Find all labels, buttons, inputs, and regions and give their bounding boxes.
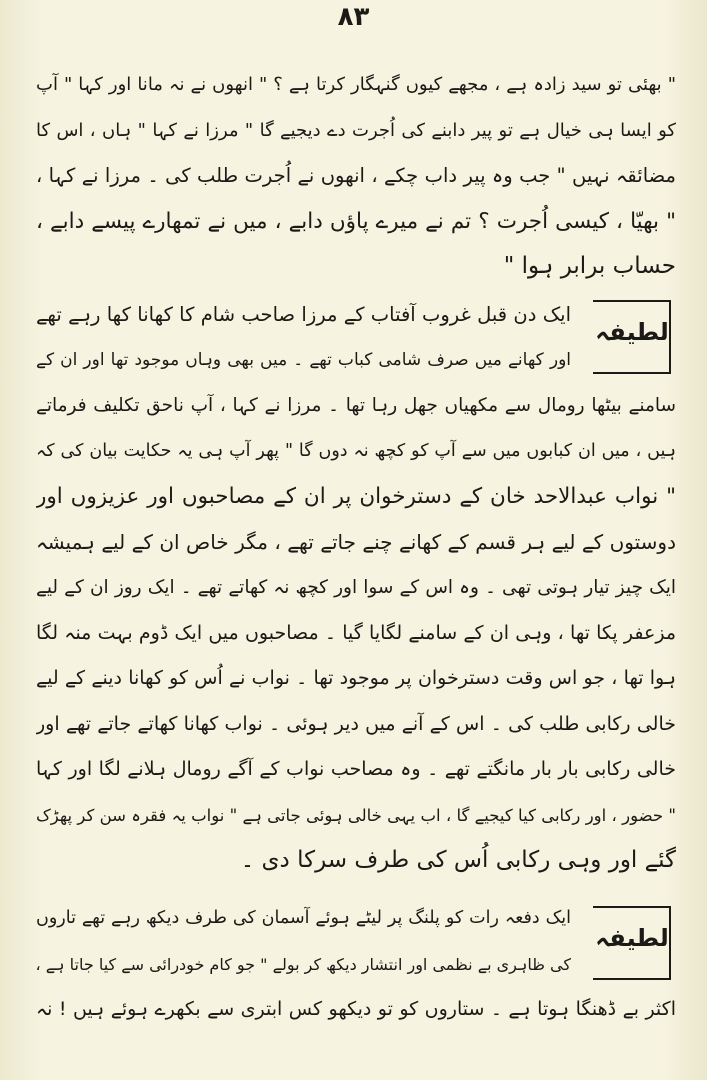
text-line: " بھئی تو سید زادہ ہے ، مجھے کیوں گنہگار کرتا ہے ؟ " انھوں نے نہ مانا اور کہا " آپ — [36, 74, 676, 95]
section-label: لطیفہ — [595, 924, 669, 952]
text-line: اکثر بے ڈھنگا ہوتا ہے ۔ ستاروں کو تو دیکھو کس ابتری سے بکھرے ہوئے ہیں ! نہ — [36, 998, 676, 1020]
text-line: ایک دن قبل غروب آفتاب کے مرزا صاحب شام کا کھانا کھا رہے تھے — [36, 303, 571, 326]
anecdote-1 — [36, 292, 676, 884]
text-line: کی ظاہری بے نظمی اور انتشار دیکھ کر بولے " جو کام خودرائی سے کیا جاتا ہے ، — [36, 954, 571, 974]
text-line: " نواب عبدالاحد خان کے دسترخوان پر ان کے مصاحبوں اور عزیزوں اور — [36, 484, 676, 509]
text-line: گئے اور وہی رکابی اُس کی طرف سرکا دی ۔ — [240, 847, 676, 873]
text-line: کو ایسا ہی خیال ہے تو پیر دابنے کی اُجرت دے دیجیے گا " مرزا نے کہا " ہاں ، اس کا — [36, 119, 676, 141]
page-number: ۸۳ — [337, 2, 370, 32]
text-line: سامنے بیٹھا رومال سے مکھیاں جھل رہا تھا ۔ مرزا نے کہا ، آپ ناحق تکلیف فرماتے — [36, 395, 676, 416]
text-line: مضائقہ نہیں " جب وہ پیر داب چکے ، انھوں نے اُجرت طلب کی ۔ مرزا نے کہا ، — [36, 164, 676, 187]
text-line: دوستوں کے لیے ہر قسم کے کھانے چنے جاتے تھے ، مگر خاص ان کے لیے ہمیشہ — [36, 529, 676, 554]
text-line: " حضور ، اور رکابی کیا کیجیے گا ، اب یہی خالی ہوئی جاتی ہے " نواب یہ فقرہ سن کر پھڑک — [36, 805, 676, 825]
text-line: ایک دفعہ رات کو پلنگ پر لیٹے ہوئے آسمان کی طرف دیکھ رہے تھے تاروں — [36, 908, 571, 928]
text-line: " بھیّا ، کیسی اُجرت ؟ تم نے میرے پاؤں دابے ، میں نے تمھارے پیسے دابے ، — [36, 208, 676, 234]
text-line: ہوا تھا ، جو اس وقت دسترخوان پر موجود تھا ۔ نواب نے اُس کو کھانا دینے کے لیے — [36, 667, 676, 689]
text-line: حساب برابر ہوا " — [503, 253, 676, 279]
text-line: خالی رکابی بار بار مانگتے تھے ۔ وہ مصاحب نواب کے آگے رومال ہلانے لگا اور کہا — [36, 758, 676, 780]
text-line: ہیں ، میں ان کبابوں میں سے آپ کو کچھ نہ دوں گا " پھر آپ ہی یہ حکایت بیان کی کہ — [36, 440, 676, 461]
text-line: اور کھانے میں صرف شامی کباب تھے ۔ میں بھی وہاں موجود تھا اور ان کے — [36, 349, 571, 370]
anecdote-2 — [36, 896, 676, 1033]
paragraph-1 — [36, 62, 676, 290]
text-line: ایک چیز تیار ہوتی تھی ۔ وہ اس کے سوا اور کچھ نہ کھاتے تھے ۔ ایک روز ان کے لیے — [36, 577, 676, 598]
text-line: خالی رکابی طلب کی ۔ اس کے آنے میں دیر ہوئی ۔ نواب کھانا کھاتے جاتے تھے اور — [36, 712, 676, 735]
text-line: مزعفر پکا تھا ، وہی ان کے سامنے لگایا گیا ۔ مصاحبوں میں ایک ڈوم بہت منہ لگا — [36, 621, 676, 644]
section-label: لطیفہ — [595, 318, 669, 346]
